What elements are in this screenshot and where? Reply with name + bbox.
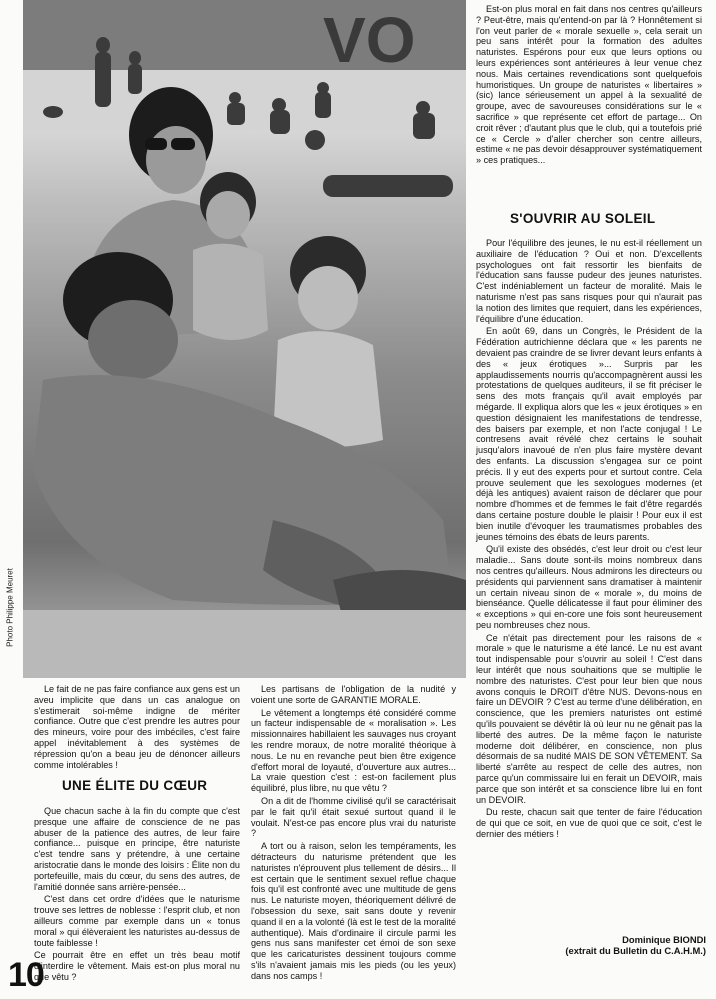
heading-elite-du-coeur: UNE ÉLITE DU CŒUR — [62, 778, 208, 793]
left-column-lower — [34, 806, 240, 985]
right-paragraph: Du reste, chacun sait que tenter de faire l'éducation de qui que ce soit, en vue de quoi que ce soit, c'est le dernier des métiers ! — [476, 807, 702, 840]
right-paragraph: Qu'il existe des obsédés, c'est leur droit ou c'est leur maladie... Sans doute sont-ils moins nombreux dans nos centres qu'ailleurs. Nous admirons les directeurs ou présidents qui parviennent sans dramatiser à maintenir un certain niveau sinon de « morale », du moins de bienséance. Quelle délicatesse il faut pour éliminer des « exceptions » qui en-core une fois sont heureusement peu nombreuses chez nous. — [476, 544, 702, 630]
author-name: Dominique BIONDI — [622, 934, 706, 945]
photo-illustration — [23, 0, 466, 678]
left-column — [34, 684, 240, 772]
author-source: (extrait du Bulletin du C.A.H.M.) — [565, 945, 706, 956]
photo-credit-text: Photo Philippe Meuret — [5, 568, 15, 647]
photo-credit — [3, 545, 17, 675]
left-paragraph: Que chacun sache à la fin du compte que c'est presque une affaire de conscience de ne pas abuser de la patience des autres, de leur faire confiance... puisque en principe, être naturiste c'est tendre sans y prétendre, à une certaine aristocratie dans le monde des loisirs : Élite non du portefeuille, mais du cœur, du sens des autres, de l'amitié donnée sans arrière-pensée... — [34, 806, 240, 892]
middle-paragraph: On a dit de l'homme civilisé qu'il se caractérisait par le fait qu'il était sexué surtout quand il le voulait. N'est-ce pas encore plus vrai du naturiste ? — [251, 795, 456, 839]
right-paragraph: Ce n'était pas directement pour les raisons de « morale » que le naturisme a été lancé. Le nu est avant tout indispensable pour s'ouvrir au soleil ! C'est dans leur intérêt que nous souhaitions que se multiplie le nombre des naturistes. C'est pour leur bien que nous avons conquis le DROIT d'être NUS. Devons-nous en faire un DEVOIR ? C'est au terme d'une délibération, en conscience, que les premiers naturistes ont estimé qu'ils pouvaient se dévêtir là où leur nu ne gênait pas la liberté des autres. De la même façon le naturiste moderne doit délibérer, en conscience, non plus désormais de sa nudité MAIS DE SON VÊTEMENT. Sa liberté s'arrête au respect de celle des autres, non parce qu'un commissaire lui en ferait un DEVOIR, mais parce que son intérêt et sa conscience libre lui en font un DEVOIR. — [476, 632, 702, 805]
right-column — [476, 4, 702, 168]
middle-paragraph: A tort ou à raison, selon les tempéraments, les détracteurs du naturisme prétendent que les naturistes n'éprouvent plus tellement de désirs... Il est certain que le sentiment sexuel reflue chaque fois qu'il est confronté avec une multitude de gens nus. Le naturiste moyen, théoriquement délivré de l'obsession du sexe, sait sans doute y revenir quand il en a la volonté (là est le test de la moralité authentique). Mais d'ordinaire il circule parmi les gens nus sans manifester cet émoi de son sexe que les caricaturistes dessinent toujours comme s'ils n'avaient jamais mis les pieds (ou les yeux) dans nos camps ! — [251, 841, 456, 981]
author-signature — [565, 934, 706, 956]
right-paragraph: En août 69, dans un Congrès, le Président de la Fédération autrichienne déclara que « les parents ne devaient pas craindre de se livrer devant leurs enfants à des « jeux érotiques »... Surpris par les applaudissements nourris qu'accompagnèrent aussi les protestations de quelques auditeurs, il se fit préciser le sens des mots français qu'il avait employés par mégarde. Il expliqua alors que les « jeux érotiques » en question désignaient les manifestations de tendresse, des baisers par exemple, et non l'acte conjugal ! Le contresens avait révélé chez certains le souhait jusqu'alors inavoué de n'en plus faire mystère devant des enfants. La discussion s'engagea sur ce point précis. Il y eut des experts pour et surtout contre. Cela prouve seulement que les sexologues modernes (et déjà les antiques) avaient raison de déclarer que pour nombre d'hommes et de femmes le fait d'être regardés dans certaine posture double le plaisir ! Pour eux il est bien inutile d'évoquer les traumatismes probables des jeunes témoins des ébats de leurs parents. — [476, 326, 702, 542]
right-column-lower — [476, 238, 702, 842]
left-paragraph: Le fait de ne pas faire confiance aux gens est un aveu implicite que dans un cas analogue on s'estimerait soi-même indigne de mériter confiance. Outre que c'est prendre les autres pour des mineurs, voire pour des imbéciles, c'est faire appel inévitablement à des systèmes de répression qu'on a beau jeu de dénoncer ailleurs comme intolérables ! — [34, 684, 240, 770]
left-paragraph: C'est dans cet ordre d'idées que le naturisme trouve ses lettres de noblesse : l'esprit club, et non ailleurs comme par exemple dans un « tonus moral » qui élèveraient les naturistes au-dessus de toute faiblesse ! — [34, 894, 240, 948]
page-number: 10 — [8, 956, 44, 994]
right-paragraph: Pour l'équilibre des jeunes, le nu est-il réellement un auxiliaire de l'éducation ? Oui et non. D'excellents psychologues ont fait ressortir les bienfaits de l'éducation sans fausse pudeur des jeunes naturistes. C'est indéniablement un facteur de moralité. Mais le naturisme n'est pas sans risques pour qui n'aurait pas la notion des limites que requiert, dans les expériences, l'équilibre d'une éducation. — [476, 238, 702, 324]
right-paragraph: Est-on plus moral en fait dans nos centres qu'ailleurs ? Peut-être, mais qu'entend-on par là ? Honnêtement si l'on veut parler de « morale sexuelle », cela serait un peu sans intérêt pour la formation des adultes naturistes. Espérons pour eux que leurs options ou leurs expériences sont antérieures à leur venue chez nous. Mais certaines revendications sont quelquefois humoristiques. Un groupe de naturistes « libertaires » (sic) lance sérieusement un appel à la sexualité de groupe, avec de savoureuses considérations sur le « sacrifice » que représente cet effort de partage... On croit rêver ; d'autant plus que le club, qui a toutefois prié ce « Cercle » d'aller chercher son centre ailleurs, estime « ne pas devoir désapprouver systématiquement » ces pratiques... — [476, 4, 702, 166]
left-paragraph: Ce pourrait être en effet un très beau motif d'interdire le vêtement. Mais est-on plus moral nu que vêtu ? — [34, 950, 240, 982]
heading-souvrir-au-soleil: S'OUVRIR AU SOLEIL — [510, 211, 656, 226]
middle-paragraph: Le vêtement a longtemps été considéré comme un facteur indispensable de « moralisation ». Les missionnaires habillaient les sauvages nus croyant les rendre moraux, de notre moralité théorique à nous. Le nu en revanche peut bien être exigence d'effort moral de loyauté, d'ouverture aux autres... La vraie question c'est : est-on facilement plus équilibré, plus libre, nu que vêtu ? — [251, 707, 456, 794]
middle-paragraph: Les partisans de l'obligation de la nudité y voient une sorte de GARANTIE MORALE. — [251, 684, 456, 705]
beach-family-photo — [23, 0, 466, 678]
sign-letters: VO — [323, 4, 416, 76]
middle-column — [251, 684, 456, 984]
